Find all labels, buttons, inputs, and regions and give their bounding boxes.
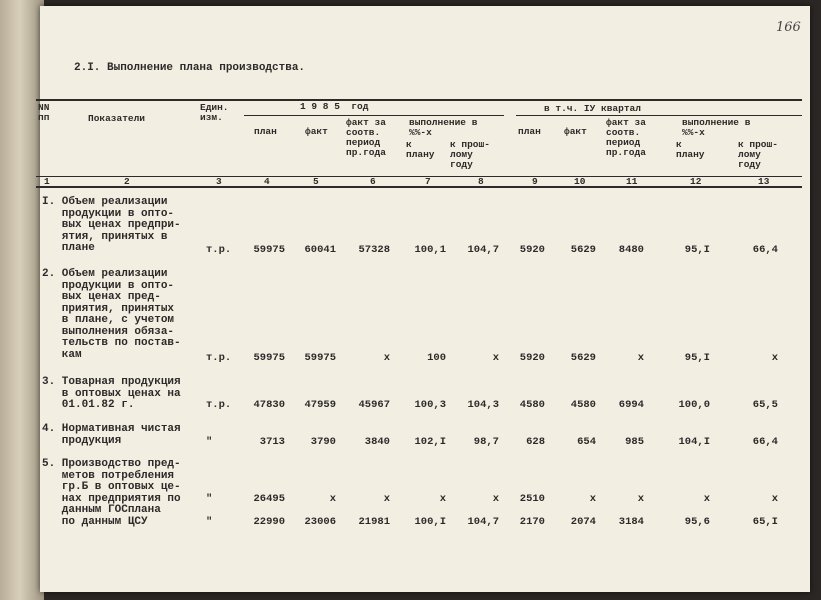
- row-2-cell-5: 59975: [304, 352, 336, 364]
- row-5-unit: ": [206, 493, 213, 505]
- row-2-cell-10: 5629: [570, 352, 596, 364]
- row-6-unit: ": [206, 516, 213, 528]
- row-6-cell-10: 2074: [570, 516, 596, 528]
- row-1-cell-6: 57328: [358, 244, 390, 256]
- row-2-cell-6: x: [383, 352, 390, 364]
- row-4-cell-10: 654: [577, 436, 596, 448]
- row-3-cell-11: 6994: [618, 399, 644, 411]
- col-num-2: 2: [124, 176, 130, 187]
- row-2-cell-12: 95,I: [684, 352, 710, 364]
- row-4-cell-9: 628: [526, 436, 545, 448]
- row-1-cell-4: 59975: [253, 244, 285, 256]
- row-1-cell-7: 100,1: [414, 244, 446, 256]
- row-2-cell-9: 5920: [519, 352, 545, 364]
- row-5-cell-6: x: [383, 493, 390, 505]
- row-4-cell-12: 104,I: [678, 436, 710, 448]
- col-num-10: 10: [574, 176, 586, 187]
- colnum-rule: [36, 186, 802, 188]
- row-3-cell-8: 104,3: [467, 399, 499, 411]
- row-1-cell-8: 104,7: [467, 244, 499, 256]
- row-3-cell-4: 47830: [253, 399, 285, 411]
- col-num-3: 3: [216, 176, 222, 187]
- col-num-12: 12: [690, 176, 702, 187]
- col-num-11: 11: [626, 176, 638, 187]
- row-1-cell-11: 8480: [618, 244, 644, 256]
- col-header-plan: план: [254, 126, 277, 137]
- row-5-cell-10: x: [589, 493, 596, 505]
- header-bottom-rule: [36, 176, 802, 177]
- row-6-cell-9: 2170: [519, 516, 545, 528]
- col-header-q-plan: план: [518, 126, 541, 137]
- col-num-9: 9: [532, 176, 538, 187]
- row-6-cell-13: 65,I: [752, 516, 778, 528]
- col-num-4: 4: [264, 176, 270, 187]
- row-5-cell-8: x: [492, 493, 499, 505]
- col-num-7: 7: [425, 176, 431, 187]
- row-1-cell-9: 5920: [519, 244, 545, 256]
- row-6-cell-12: 95,6: [684, 516, 710, 528]
- row-2-cell-7: 100: [427, 352, 446, 364]
- quarter-subrule: [516, 115, 802, 116]
- col-num-5: 5: [313, 176, 319, 187]
- col-header-execution: выполнение в %%-х: [409, 117, 478, 138]
- row-5-cell-13: x: [771, 493, 778, 505]
- row-1-cell-5: 60041: [304, 244, 336, 256]
- col-header-to-prev-year: к прош- лому году: [450, 139, 490, 170]
- row-4-unit: ": [206, 436, 213, 448]
- col-header-fact: факт: [305, 126, 328, 137]
- row-1-unit: т.р.: [206, 244, 232, 256]
- section-title: 2.I. Выполнение плана производства.: [74, 62, 306, 74]
- row-3-unit: т.р.: [206, 399, 232, 411]
- row-2-cell-4: 59975: [253, 352, 285, 364]
- row-2-unit: т.р.: [206, 352, 232, 364]
- row-5-cell-4: 26495: [253, 493, 285, 505]
- row-5-cell-5: x: [329, 493, 336, 505]
- col-header-q-execution: выполнение в %%-х: [682, 117, 751, 138]
- row-1-cell-10: 5629: [570, 244, 596, 256]
- row-2-cell-13: x: [771, 352, 778, 364]
- col-header-q-fact-prev: факт за соотв. период пр.года: [606, 117, 646, 158]
- col-num-1: 1: [44, 176, 50, 187]
- row-1-cell-13: 66,4: [752, 244, 778, 256]
- col-header-q-fact: факт: [564, 126, 587, 137]
- row-4-cell-5: 3790: [310, 436, 336, 448]
- row-4-cell-13: 66,4: [752, 436, 778, 448]
- col-header-npp: NN пп: [38, 102, 50, 123]
- row-4-cell-11: 985: [625, 436, 644, 448]
- row-4-cell-6: 3840: [364, 436, 390, 448]
- row-1-label: I. Объем реализации продукции в опто- вых ценах предпри- ятия, принятых в плане: [42, 196, 181, 254]
- header-top-rule: [36, 99, 802, 101]
- year-subrule: [244, 115, 504, 116]
- row-6-cell-7: 100,I: [414, 516, 446, 528]
- row-6-cell-5: 23006: [304, 516, 336, 528]
- row-2-cell-11: x: [637, 352, 644, 364]
- row-5-label: 5. Производство пред- метов потребления гр.Б в оптовых це- нах предприятия по данным ГОСплана по данным ЦСУ: [42, 458, 181, 528]
- row-4-cell-4: 3713: [259, 436, 285, 448]
- row-6-cell-6: 21981: [358, 516, 390, 528]
- row-4-label: 4. Нормативная чистая продукция: [42, 423, 181, 447]
- col-header-quarter: в т.ч. IУ квартал: [544, 103, 641, 114]
- row-5-cell-11: x: [637, 493, 644, 505]
- col-header-q-to-plan: к плану: [676, 139, 705, 160]
- row-6-cell-11: 3184: [618, 516, 644, 528]
- row-3-cell-7: 100,3: [414, 399, 446, 411]
- row-2-cell-8: x: [492, 352, 499, 364]
- col-num-6: 6: [370, 176, 376, 187]
- col-num-13: 13: [758, 176, 770, 187]
- row-3-cell-5: 47959: [304, 399, 336, 411]
- row-3-label: 3. Товарная продукция в оптовых ценах на 01.01.82 г.: [42, 376, 181, 411]
- row-5-cell-9: 2510: [519, 493, 545, 505]
- col-header-to-plan: к плану: [406, 139, 435, 160]
- row-4-cell-7: 102,I: [414, 436, 446, 448]
- row-5-cell-12: x: [703, 493, 710, 505]
- row-3-cell-9: 4580: [519, 399, 545, 411]
- row-4-cell-8: 98,7: [473, 436, 499, 448]
- row-2-label: 2. Объем реализации продукции в опто- вых ценах пред- приятия, принятых в плане, с учетом выполнения обяза- тельств по постав- кам: [42, 268, 181, 361]
- col-header-fact-prev: факт за соотв. период пр.года: [346, 117, 386, 158]
- row-6-cell-8: 104,7: [467, 516, 499, 528]
- row-5-cell-7: x: [439, 493, 446, 505]
- row-3-cell-10: 4580: [570, 399, 596, 411]
- row-6-cell-4: 22990: [253, 516, 285, 528]
- col-header-q-to-prev-year: к прош- лому году: [738, 139, 778, 170]
- col-num-8: 8: [478, 176, 484, 187]
- page-number: 166: [776, 20, 801, 35]
- col-header-year: 1 9 8 5 год: [300, 101, 369, 112]
- row-3-cell-12: 100,0: [678, 399, 710, 411]
- row-1-cell-12: 95,I: [684, 244, 710, 256]
- col-header-indicators: Показатели: [88, 113, 146, 124]
- col-header-unit: Един. изм.: [200, 102, 229, 123]
- row-3-cell-13: 65,5: [752, 399, 778, 411]
- book-spine: [0, 0, 44, 600]
- row-3-cell-6: 45967: [358, 399, 390, 411]
